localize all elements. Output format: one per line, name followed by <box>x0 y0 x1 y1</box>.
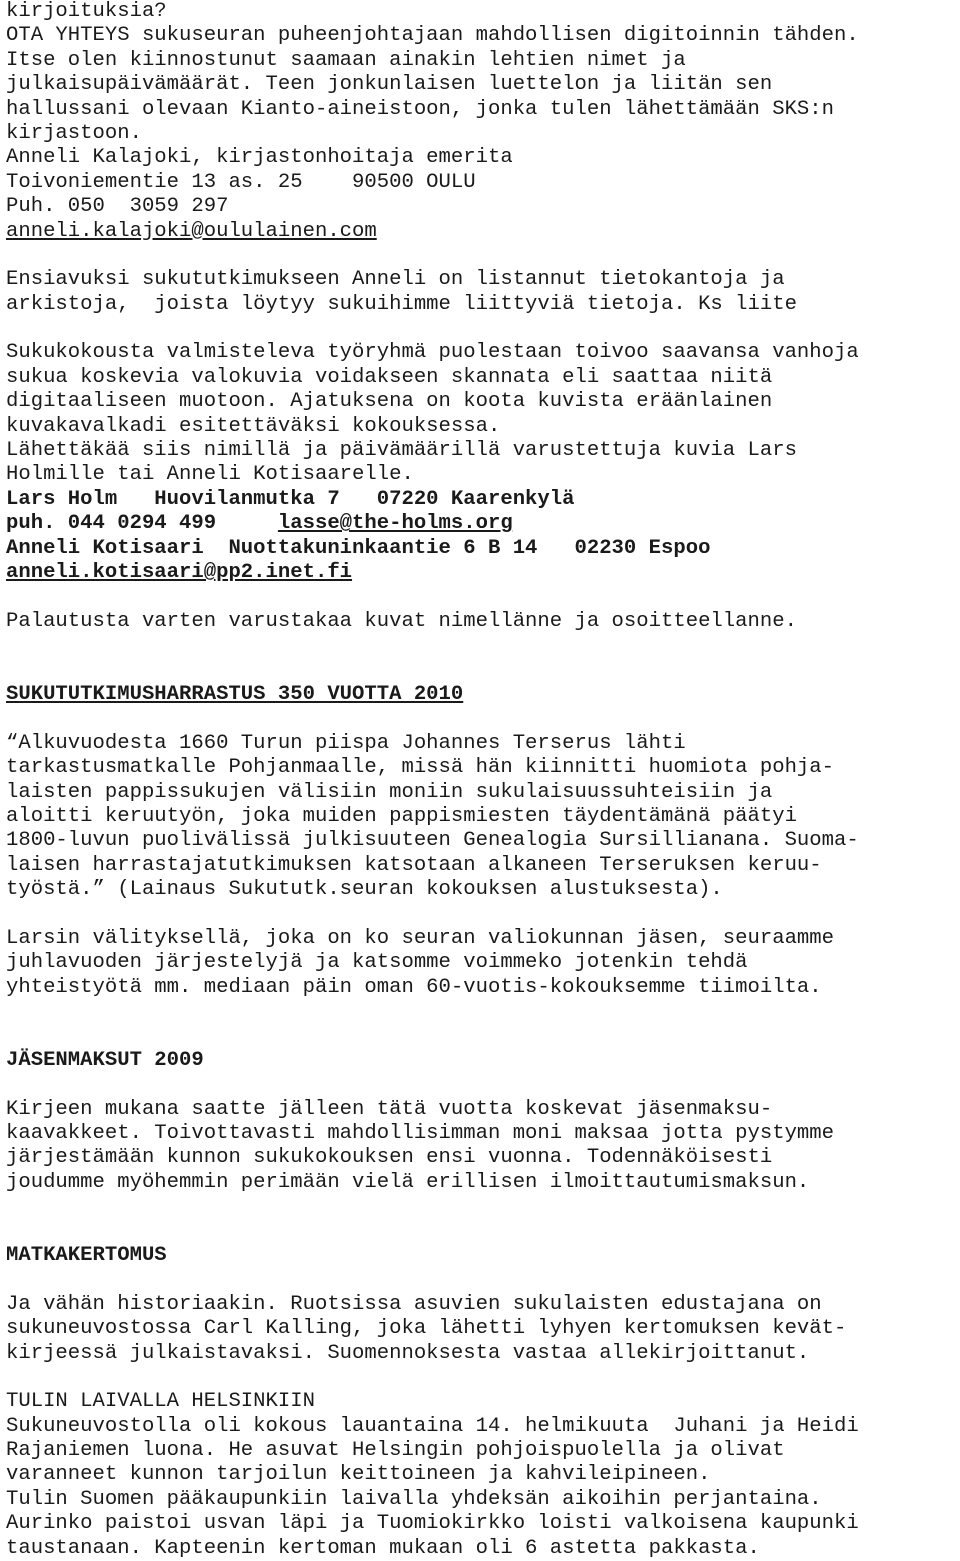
return-note: Palautusta varten varustakaa kuvat nimellänne ja osoitteellanne. <box>6 609 797 633</box>
text-line: Tulin Suomen pääkaupunkiin laivalla yhdeksän aikoihin perjantaina. <box>6 1487 822 1511</box>
text-line: järjestämään kunnon sukukokouksen ensi vuonna. Todennäköisesti <box>6 1146 773 1170</box>
email-link-holm[interactable]: lasse@the-holms.org <box>277 512 513 536</box>
text-line: kirjastoon. <box>6 121 142 145</box>
email-link-kalajoki[interactable]: anneli.kalajoki@oululainen.com <box>6 219 377 243</box>
text-line: juhlavuoden järjestelyjä ja katsomme voimmeko jotenkin tehdä <box>6 951 748 975</box>
signature-address: Toivoniementie 13 as. 25 90500 OULU <box>6 170 476 194</box>
contact-holm-phone: puh. 044 0294 499 <box>6 512 278 536</box>
contact-holm-address: Lars Holm Huovilanmutka 7 07220 Kaarenkylä <box>6 487 575 511</box>
document-page <box>6 0 960 1561</box>
text-line: kirjoituksia? <box>6 0 167 23</box>
text-line: Aurinko paistoi usvan läpi ja Tuomiokirkko loisti valkoisena kaupunki <box>6 1512 859 1536</box>
section-heading: MATKAKERTOMUS <box>6 1243 167 1267</box>
text-line: joudumme myöhemmin perimään vielä erillisen ilmoittautumismaksun. <box>6 1170 810 1194</box>
text-line: Sukuneuvostolla oli kokous lauantaina 14. helmikuuta Juhani ja Heidi <box>6 1414 859 1438</box>
quote-line: laisten pappissukujen välisiin moniin sukulaisuussuhteisiin ja <box>6 780 773 804</box>
text-line: yhteistyötä mm. mediaan päin oman 60-vuotis-kokouksemme tiimoilta. <box>6 975 822 999</box>
text-line: Kirjeen mukana saatte jälleen tätä vuotta koskevat jäsenmaksu- <box>6 1097 773 1121</box>
text-line: kirjeessä julkaistavaksi. Suomennoksesta vastaa allekirjoittanut. <box>6 1341 810 1365</box>
intro-paragraph <box>6 0 960 244</box>
databases-paragraph <box>6 268 960 317</box>
section-travel-story <box>6 1244 960 1561</box>
signature-phone: Puh. 050 3059 297 <box>6 195 229 219</box>
text-line: hallussani olevaan Kianto-aineistoon, jonka tulen lähettämään SKS:n <box>6 97 835 121</box>
text-line: Ensiavuksi sukututkimukseen Anneli on listannut tietokantoja ja <box>6 268 785 292</box>
section-membership-fees <box>6 1049 960 1195</box>
story-title: TULIN LAIVALLA HELSINKIIN <box>6 1390 315 1414</box>
text-line: arkistoja, joista löytyy sukuihimme liittyviä tietoja. Ks liite <box>6 292 797 316</box>
text-line: taustanaan. Kapteenin kertoman mukaan oli 6 astetta pakkasta. <box>6 1536 760 1560</box>
text-line: OTA YHTEYS sukuseuran puheenjohtajaan mahdollisen digitoinnin tähden. <box>6 24 859 48</box>
text-line: kuvakavalkadi esitettäväksi kokouksessa. <box>6 414 501 438</box>
section-heading: SUKUTUTKIMUSHARRASTUS 350 VUOTTA 2010 <box>6 682 464 706</box>
email-link-kotisaari[interactable]: anneli.kotisaari@pp2.inet.fi <box>6 560 353 584</box>
text-line: Larsin välityksellä, joka on ko seuran valiokunnan jäsen, seuraamme <box>6 926 835 950</box>
section-heading: JÄSENMAKSUT 2009 <box>6 1048 204 1072</box>
quote-line: työstä.” (Lainaus Sukututk.seuran kokouksen alustuksesta). <box>6 878 723 902</box>
signature-name: Anneli Kalajoki, kirjastonhoitaja emerita <box>6 146 513 170</box>
quote-line: “Alkuvuodesta 1660 Turun piispa Johannes Terserus lähti <box>6 731 686 755</box>
text-line: kaavakkeet. Toivottavasti mahdollisimman moni maksaa jotta pystymme <box>6 1122 835 1145</box>
quote-line: aloitti keruutyön, joka muiden pappismiesten täydentämänä päätyi <box>6 804 797 828</box>
text-line: Ja vähän historiaakin. Ruotsissa asuvien sukulaisten edustajana on <box>6 1292 822 1316</box>
text-line: sukua koskevia valokuvia voidakseen skannata eli saattaa niitä <box>6 365 773 389</box>
photos-paragraph <box>6 341 960 585</box>
text-line: sukuneuvostossa Carl Kalling, joka lähetti lyhyen kertomuksen kevät- <box>6 1317 847 1341</box>
text-line: Holmille tai Anneli Kotisaarelle. <box>6 463 414 487</box>
quote-line: laisen harrastajatutkimuksen katsotaan alkaneen Terseruksen keruu- <box>6 853 822 877</box>
contact-kotisaari-address: Anneli Kotisaari Nuottakuninkaantie 6 B 14 02230 Espoo <box>6 536 711 560</box>
text-line: julkaisupäivämäärät. Teen jonkunlaisen luettelon ja liitän sen <box>6 73 773 97</box>
text-line: Itse olen kiinnostunut saamaan ainakin lehtien nimet ja <box>6 48 686 72</box>
text-line: Lähettäkää siis nimillä ja päivämäärillä varustettuja kuvia Lars <box>6 439 797 463</box>
text-line: digitaaliseen muotoon. Ajatuksena on koota kuvista eräänlainen <box>6 390 773 414</box>
quote-line: 1800-luvun puolivälissä julkisuuteen Genealogia Sursillianana. Suoma- <box>6 829 859 853</box>
text-line: varanneet kunnon tarjoilun keittoineen ja kahvileipineen. <box>6 1463 711 1487</box>
section-350-years <box>6 683 960 1000</box>
text-line: Sukukokousta valmisteleva työryhmä puolestaan toivoo saavansa vanhoja <box>6 341 859 365</box>
quote-line: tarkastusmatkalle Pohjanmaalle, missä hän kiinnitti huomiota pohja- <box>6 756 835 780</box>
text-line: Rajaniemen luona. He asuvat Helsingin pohjoispuolella ja olivat <box>6 1439 785 1463</box>
